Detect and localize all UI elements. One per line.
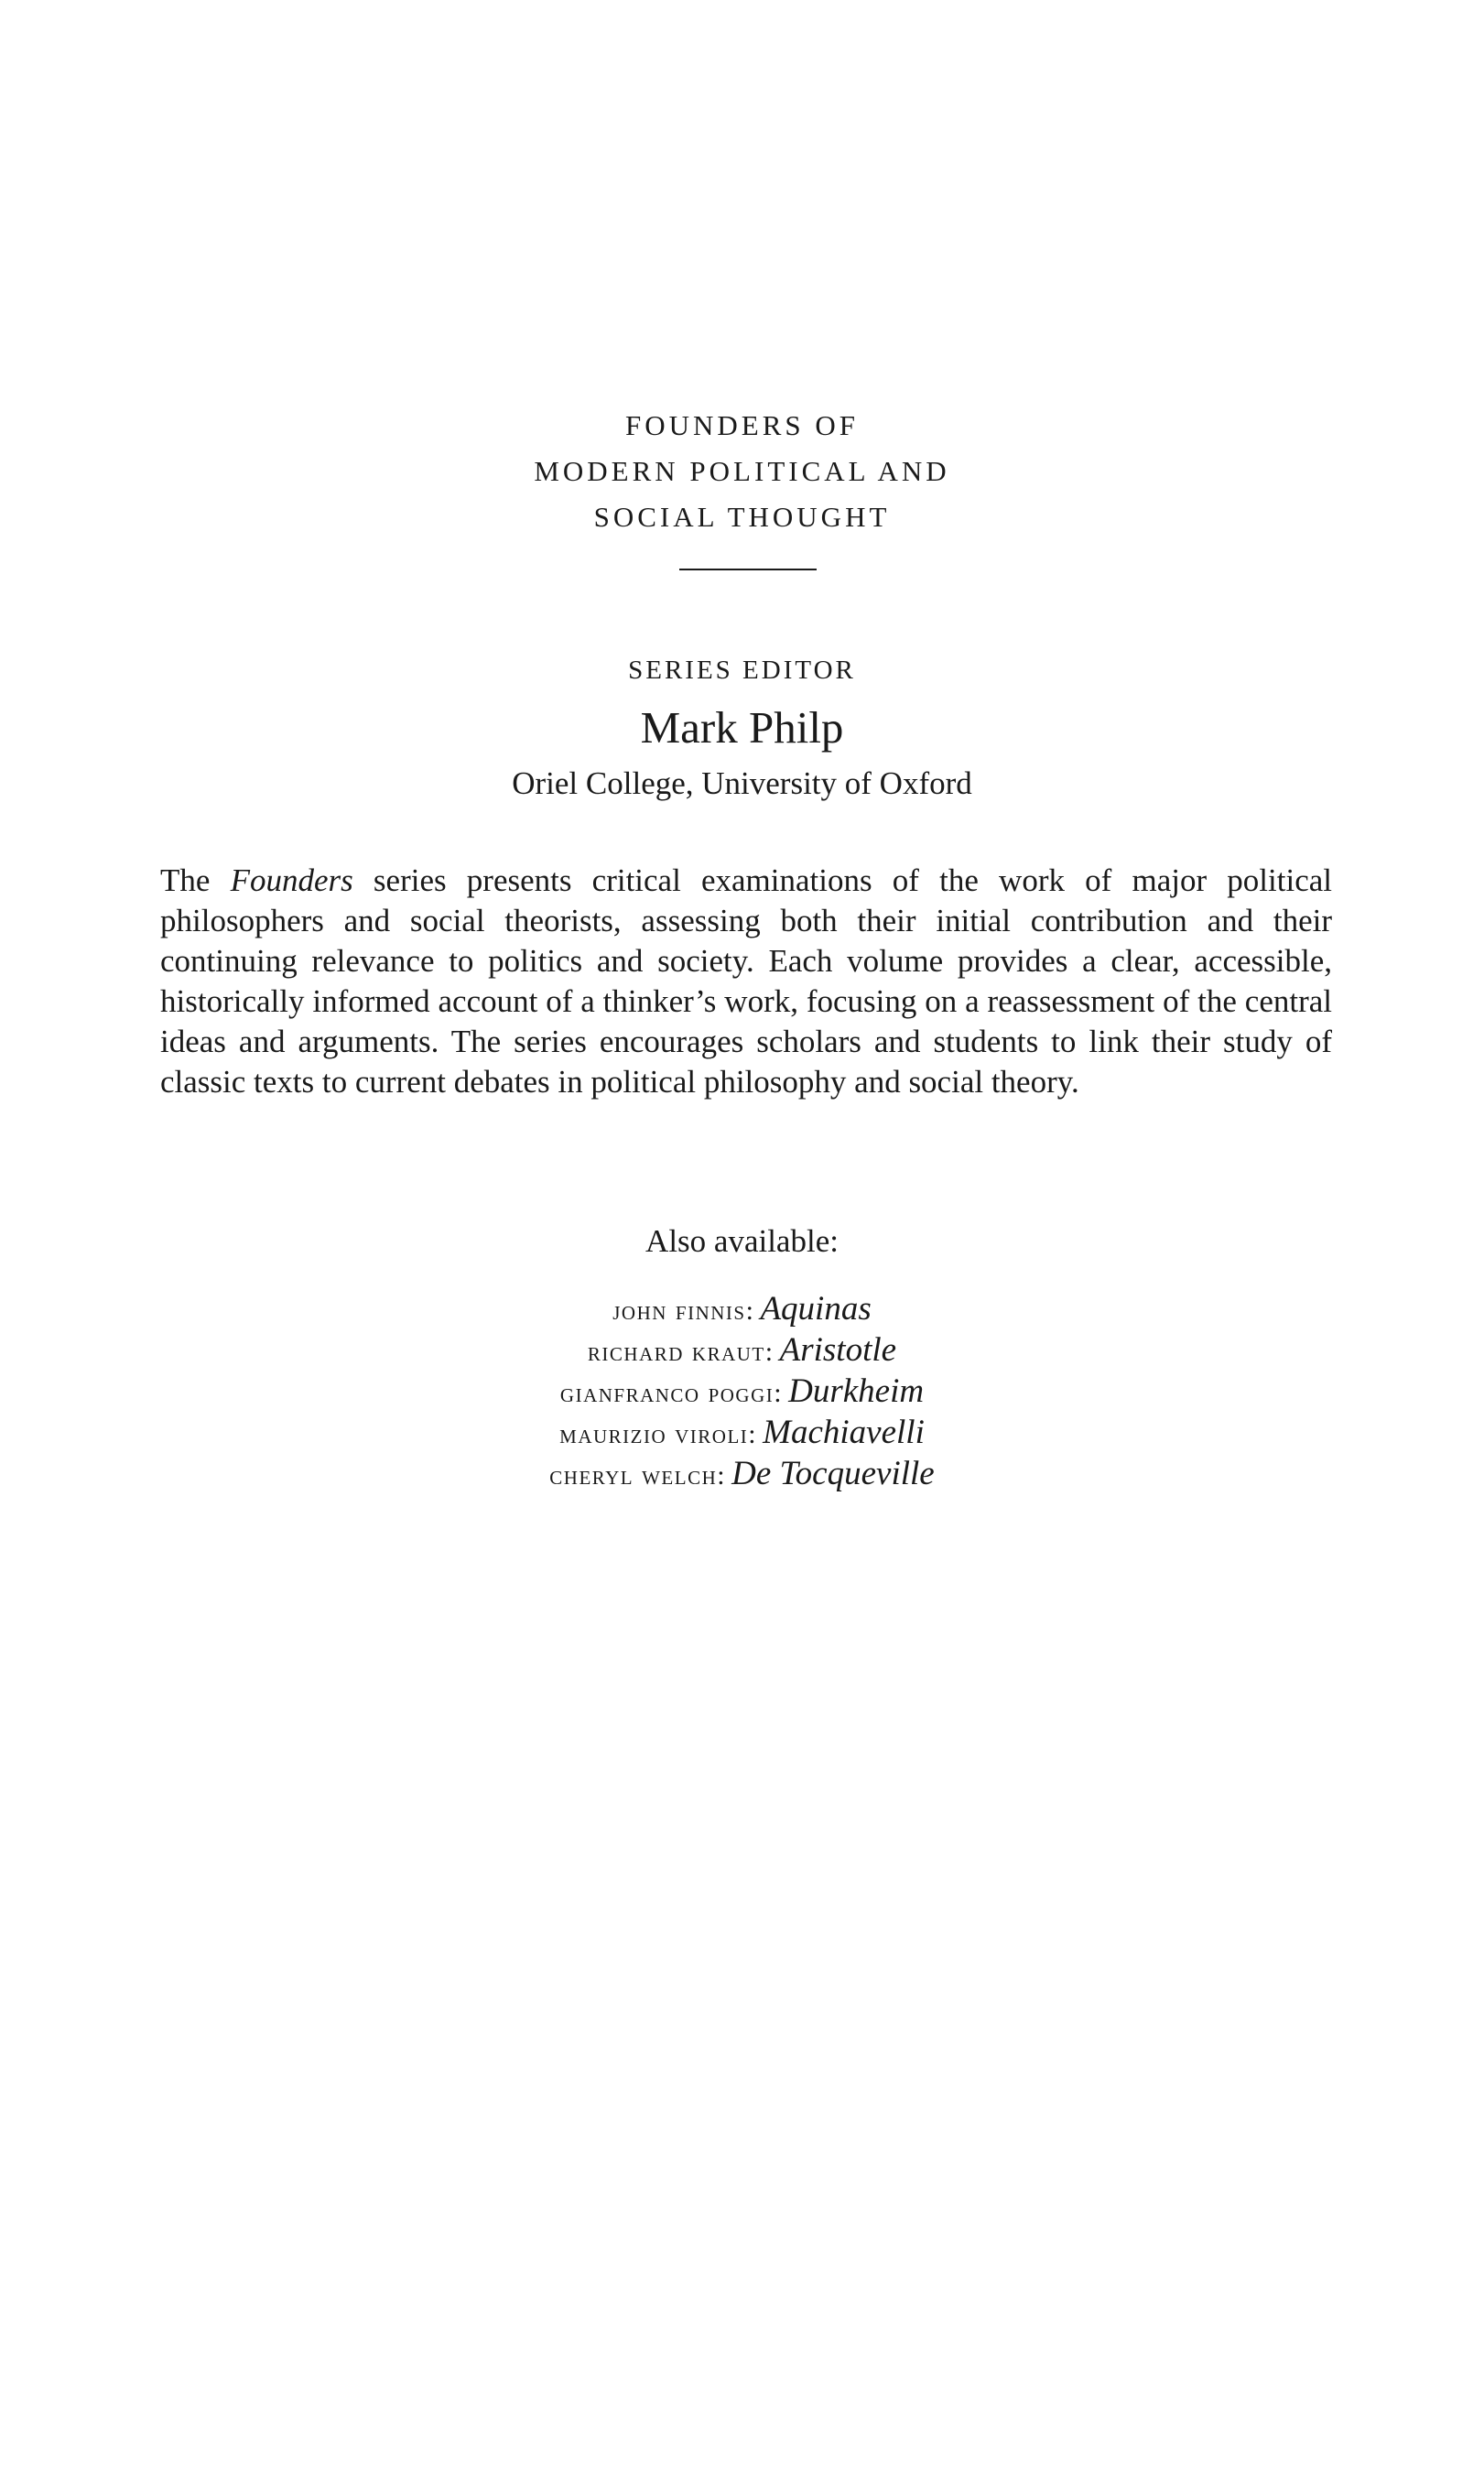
also-available-item: richard kraut: Aristotle [587, 1331, 897, 1369]
description-text-rest: series presents critical examinations of the work of major political philosophers and social theorists, assessing both their initial contribution and their continuing relevance to politics and society. Each volume provides a clear, accessible, historically informed account of a thinker’s work, focusing on a reassessment of the central ideas and arguments. The series encourages scholars and students to link their study of classic texts to current debates in political philosophy and social theory. [160, 862, 1332, 1100]
book-author: richard kraut [587, 1337, 765, 1367]
also-available-list [0, 1289, 1484, 1495]
book-author: john finnis [612, 1296, 746, 1326]
also-available-item: maurizio viroli: Machiavelli [559, 1414, 925, 1451]
book-title: Machiavelli [763, 1414, 925, 1451]
section-divider [679, 569, 817, 570]
book-title: Aristotle [779, 1331, 897, 1369]
description-series-name: Founders [230, 862, 353, 898]
book-title: Aquinas [760, 1290, 872, 1328]
series-editor-affiliation: Oriel College, University of Oxford [512, 765, 972, 801]
also-available-item: john finnis: Aquinas [612, 1290, 872, 1328]
series-title-line: MODERN POLITICAL AND [534, 455, 950, 487]
also-available-item: cheryl welch: De Tocqueville [549, 1455, 935, 1492]
description-text-start: The [160, 862, 231, 898]
book-author: maurizio viroli [559, 1419, 749, 1449]
series-description [160, 861, 1332, 1102]
also-available-item: gianfranco poggi: Durkheim [559, 1372, 925, 1410]
book-author: cheryl welch [549, 1460, 718, 1491]
series-title [0, 403, 1484, 540]
book-title: De Tocqueville [731, 1455, 935, 1492]
series-editor-label: SERIES EDITOR [628, 656, 856, 685]
also-available-heading: Also available: [645, 1223, 839, 1259]
series-title-line: FOUNDERS OF [624, 409, 860, 441]
series-editor-name: Mark Philp [640, 702, 844, 753]
book-title: Durkheim [788, 1372, 925, 1410]
book-author: gianfranco poggi [559, 1378, 774, 1408]
series-title-line: SOCIAL THOUGHT [593, 501, 891, 533]
